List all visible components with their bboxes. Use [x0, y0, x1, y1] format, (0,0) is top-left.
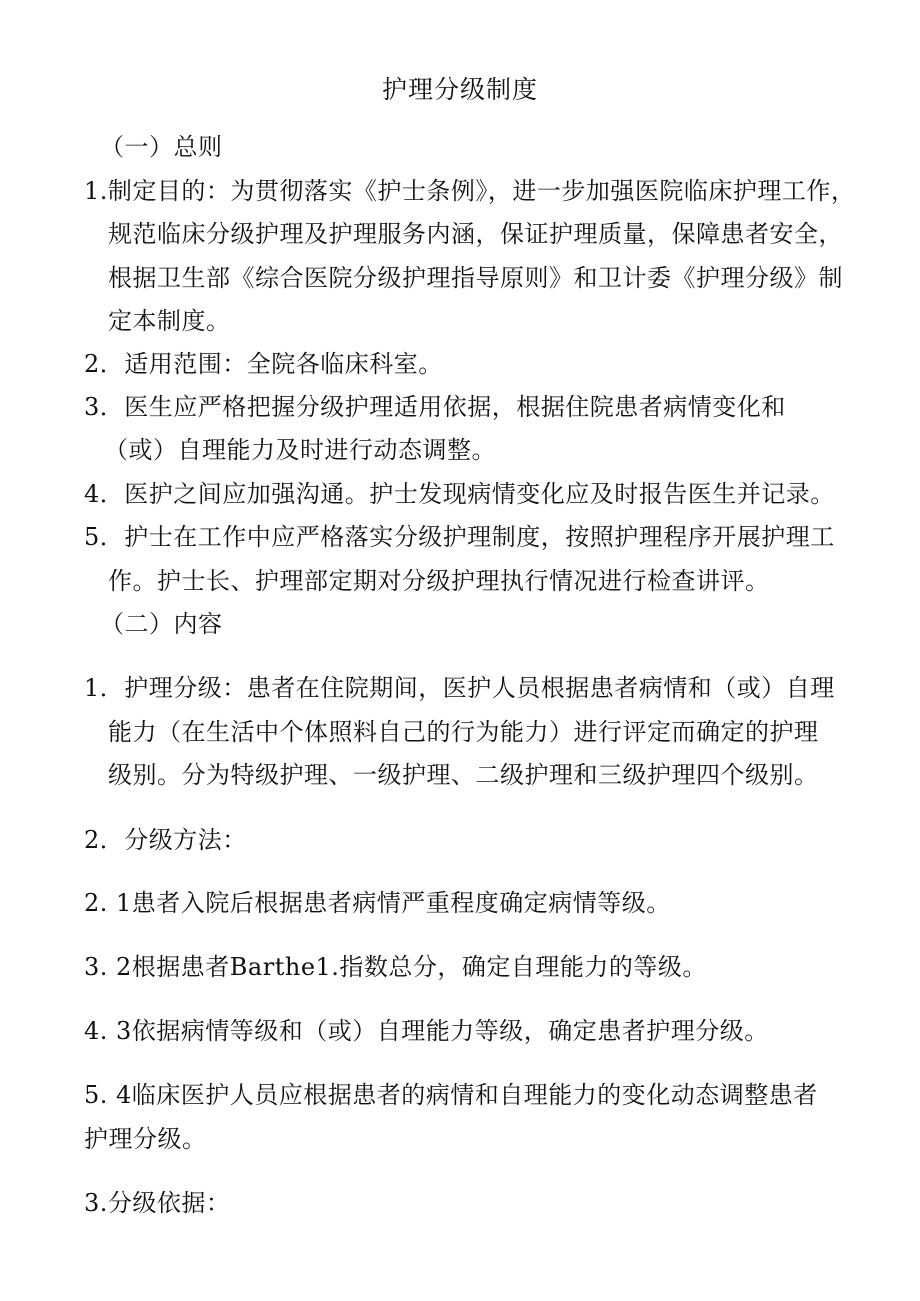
section2-item3-line1: 2. 1患者入院后根据患者病情严重程度确定病情等级。 [84, 889, 671, 917]
section1-heading: （一）总则 [100, 133, 223, 161]
section2-heading: （二）内容 [100, 610, 223, 638]
section2-item6-line1: 5. 4临床医护人员应根据患者的病情和自理能力的变化动态调整患者 [84, 1081, 818, 1109]
section2-item4-line1: 3. 2根据患者Barthe1.指数总分，确定自理能力的等级。 [84, 953, 707, 981]
section1-item3-line1: 3．医生应严格把握分级护理适用依据，根据住院患者病情变化和 [84, 393, 786, 421]
section2-item1-line2: 能力（在生活中个体照料自己的行为能力）进行评定而确定的护理 [108, 718, 819, 746]
section1-item1-line2: 规范临床分级护理及护理服务内涵，保证护理质量，保障患者安全， [108, 220, 843, 248]
section2-item2-line1: 2．分级方法： [84, 826, 247, 854]
section2-item5-line1: 4. 3依据病情等级和（或）自理能力等级，确定患者护理分级。 [84, 1017, 769, 1045]
section2-item1-line3: 级别。分为特级护理、一级护理、二级护理和三级护理四个级别。 [108, 761, 819, 789]
section2-item6-line2: 护理分级。 [84, 1125, 207, 1153]
section2-item7-line1: 3.分级依据： [84, 1189, 231, 1217]
document-title: 护理分级制度 [381, 75, 538, 104]
section1-item2-line1: 2．适用范围：全院各临床科室。 [84, 350, 443, 378]
section2-item1-line1: 1．护理分级：患者在住院期间，医护人员根据患者病情和（或）自理 [84, 674, 835, 702]
section1-item5-line1: 5．护士在工作中应严格落实分级护理制度，按照护理程序开展护理工 [84, 523, 835, 551]
section1-item1-line3: 根据卫生部《综合医院分级护理指导原则》和卫计委《护理分级》制 [108, 264, 843, 292]
section1-item1-line1: 1.制定目的：为贯彻落实《护士条例》，进一步加强医院临床护理工作， [84, 177, 856, 205]
section1-item1-line4: 定本制度。 [108, 307, 231, 335]
section1-item4-line1: 4．医护之间应加强沟通。护士发现病情变化应及时报告医生并记录。 [84, 480, 835, 508]
section1-item5-line2: 作。护士长、护理部定期对分级护理执行情况进行检查讲评。 [108, 567, 770, 595]
section1-item3-line2: （或）自理能力及时进行动态调整。 [104, 436, 496, 464]
